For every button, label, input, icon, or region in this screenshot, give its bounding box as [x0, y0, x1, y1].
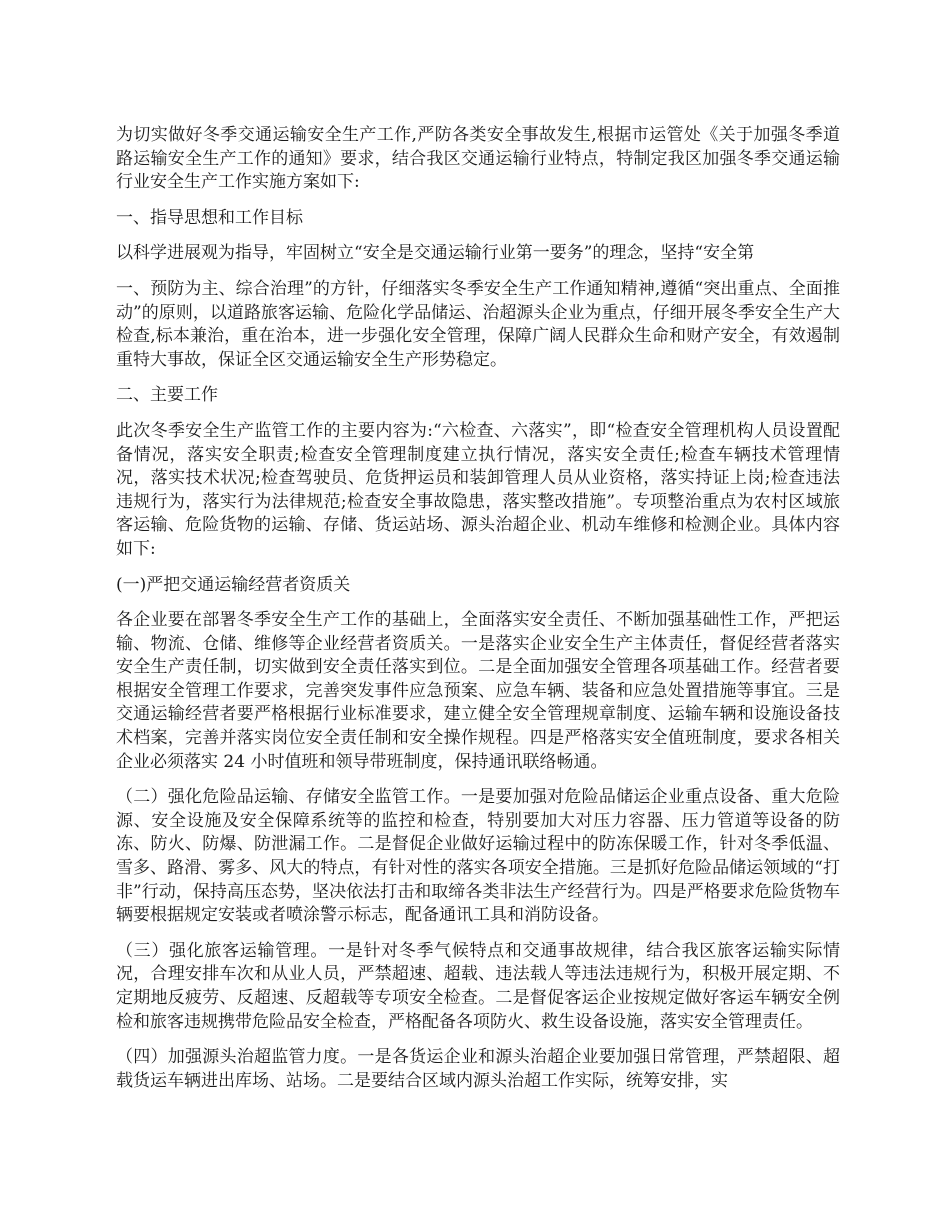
body-paragraph: （四）加强源头治超监管力度。一是各货运企业和源头治超企业要加强日常管理，严禁超限、超载货运车辆进出库场、站场。二是要结合区域内源头治超工作实际，统筹安排，实: [116, 1047, 840, 1091]
body-paragraph: （二）强化危险品运输、存储安全监管工作。一是要加强对危险品储运企业重点设备、重大危险源、安全设施及安全保障系统等的监控和检查，特别要加大对压力容器、压力管道等设备的防冻、防火、防爆、防泄漏工作。二是督促企业做好运输过程中的防冻保暖工作，针对冬季低温、雪多、路滑、雾多、风大的特点，有针对性的落实各项安全措施。三是抓好危险品储运领域的“打非”行动，保持高压态势，坚决依法打击和取缔各类非法生产经营行为。四是严格要求危险货物车辆要根据规定安装或者喷涂警示标志，配备通讯工具和消防设备。: [116, 787, 840, 926]
body-paragraph: 一、预防为主、综合治理”的方针，仔细落实冬季安全生产工作通知精神,遵循“突出重点、全面推动”的原则，以道路旅客运输、危险化学品储运、治超源头企业为重点，仔细开展冬季安全生产大检查,标本兼治，重在治本，进一步强化安全管理，保障广阔人民群众生命和财产安全，有效遏制重特大事故，保证全区交通运输安全生产形势稳定。: [116, 278, 840, 370]
document-body: [116, 124, 840, 1105]
subsection-heading-qualification: (一)严把交通运输经营者资质关: [116, 574, 351, 595]
section-heading-guiding-ideas: 一、指导思想和工作目标: [116, 207, 303, 228]
body-paragraph: 以科学进展观为指导，牢固树立“安全是交通运输行业第一要务”的理念，坚持“安全第: [116, 243, 755, 264]
intro-paragraph: 为切实做好冬季交通运输安全生产工作,严防各类安全事故发生,根据市运管处《关于加强冬季道路运输安全生产工作的通知》要求，结合我区交通运输行业特点，特制定我区加强冬季交通运输行业安全生产工作实施方案如下:: [116, 125, 840, 193]
section-heading-main-work: 二、主要工作: [116, 385, 218, 406]
body-paragraph: 此次冬季安全生产监管工作的主要内容为:“六检查、六落实”，即“检查安全管理机构人员设置配备情况，落实安全职责;检查安全管理制度建立执行情况，落实安全责任;检查车辆技术管理情况，落实技术状况;检查驾驶员、危货押运员和装卸管理人员从业资格，落实持证上岗;检查违法违规行为，落实行为法律规范;检查安全事故隐患，落实整改措施”。专项整治重点为农村区域旅客运输、危险货物的运输、存储、货运站场、源头治超企业、机动车维修和检测企业。具体内容如下:: [116, 420, 840, 559]
body-paragraph: （三）强化旅客运输管理。一是针对冬季气候特点和交通事故规律，结合我区旅客运输实际情况，合理安排车次和从业人员，严禁超速、超载、违法载人等违法违规行为，积极开展定期、不定期地反疲劳、反超速、反超载等专项安全检查。二是督促客运企业按规定做好客运车辆安全例检和旅客违规携带危险品安全检查，严格配备各项防火、救生设备设施，落实安全管理责任。: [116, 940, 840, 1032]
body-paragraph: 各企业要在部署冬季安全生产工作的基础上，全面落实安全责任、不断加强基础性工作，严把运输、物流、仓储、维修等企业经营者资质关。一是落实企业安全生产主体责任，督促经营者落实安全生产责任制，切实做到安全责任落实到位。二是全面加强安全管理各项基础工作。经营者要根据安全管理工作要求，完善突发事件应急预案、应急车辆、装备和应急处置措施等事宜。三是交通运输经营者要严格根据行业标准要求，建立健全安全管理规章制度、运输车辆和设施设备技术档案，完善并落实岗位安全责任制和安全操作规程。四是严格落实安全值班制度，要求各相关企业必须落实 24 小时值班和领导带班制度，保持通讯联络畅通。: [116, 610, 840, 772]
